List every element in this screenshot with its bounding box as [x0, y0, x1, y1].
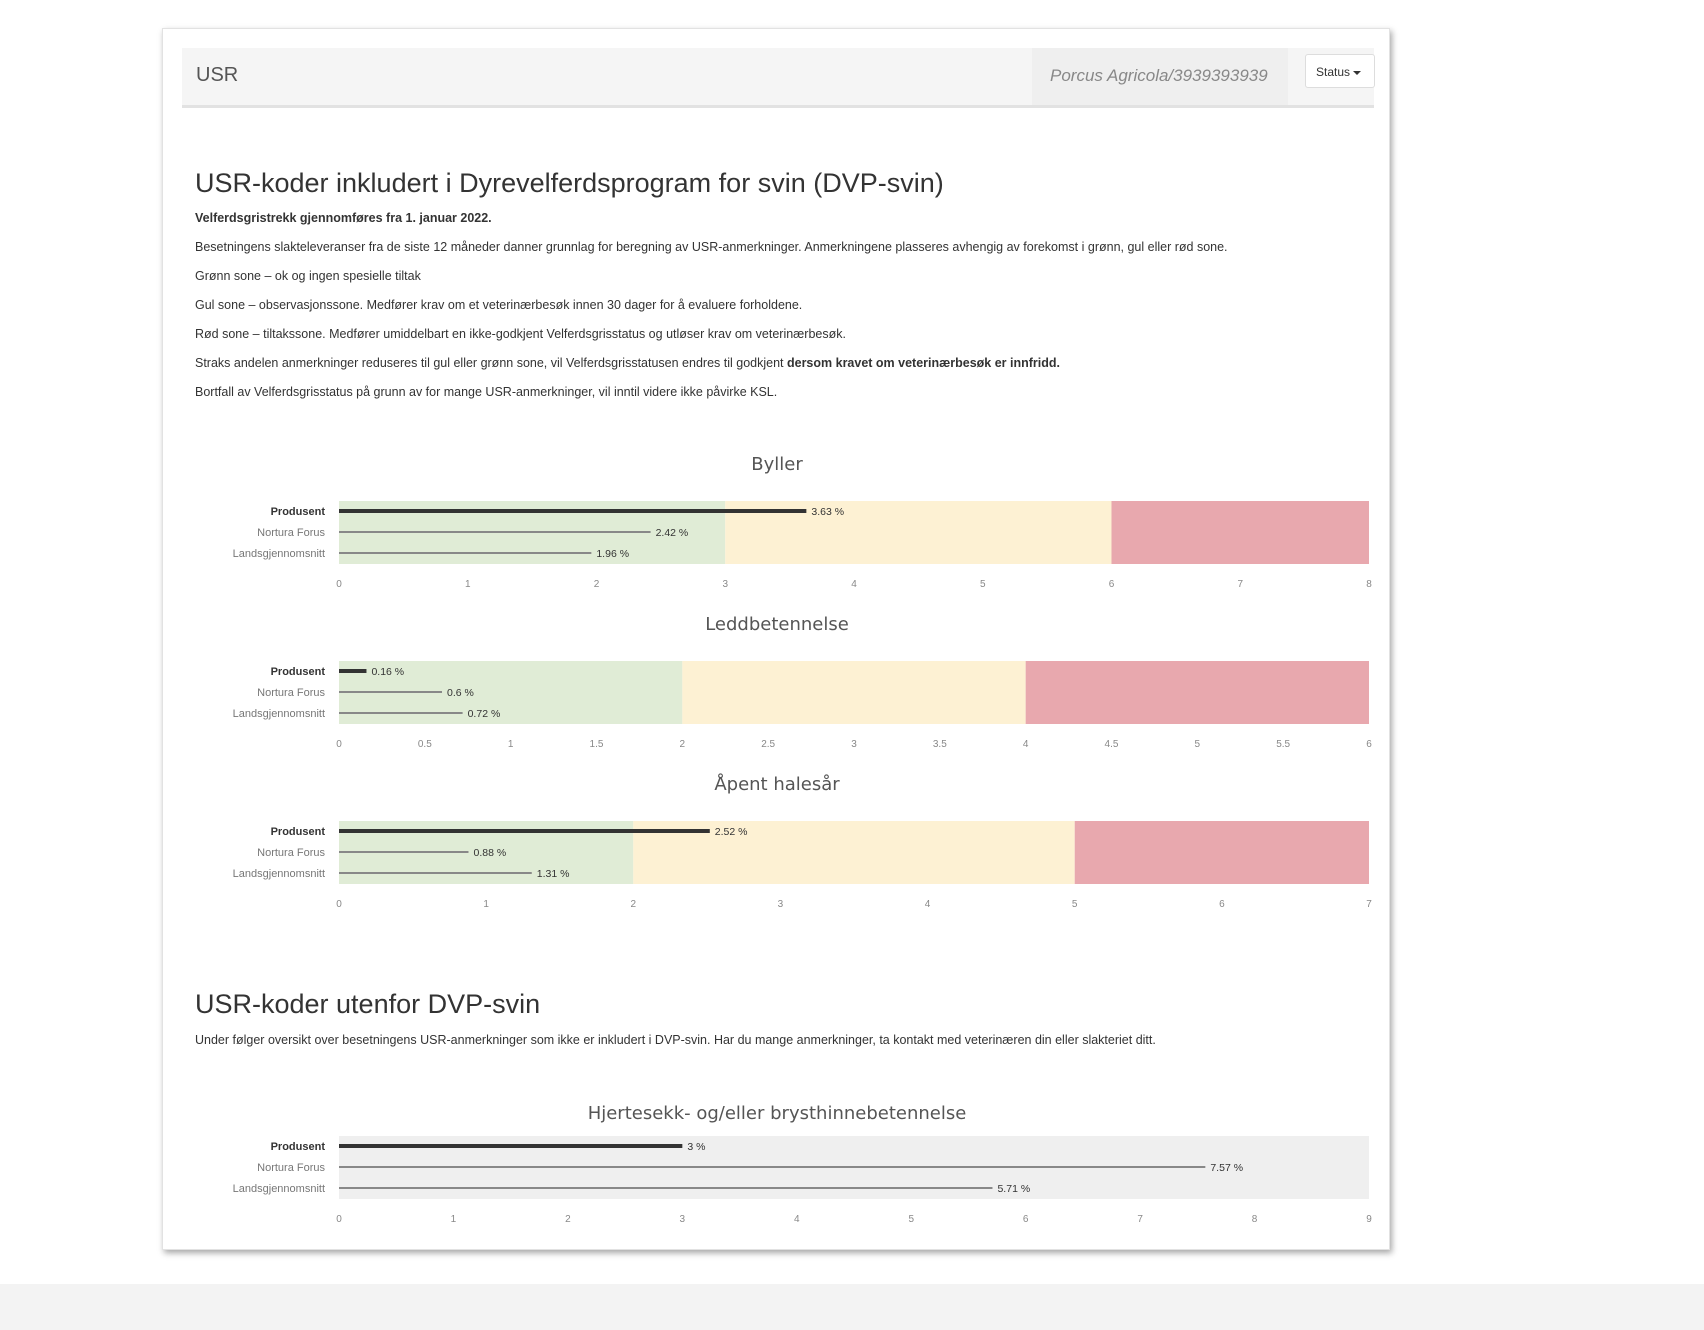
caret-down-icon [1353, 71, 1361, 75]
value-label-produsent: 3.63 % [811, 506, 845, 518]
category-label-nortura-forus: Nortura Forus [257, 1162, 325, 1174]
value-label-produsent: 0.16 % [371, 666, 405, 678]
category-label-produsent: Produsent [270, 666, 325, 678]
bar-produsent[interactable] [339, 1144, 682, 1148]
x-tick-label: 3 [679, 1214, 686, 1225]
x-tick-label: 5 [908, 1214, 915, 1225]
x-tick-label: 3.5 [932, 739, 947, 750]
x-tick-label: 3 [722, 579, 729, 590]
x-tick-label: 7 [1137, 1214, 1143, 1225]
bar-landsgjennomsnitt[interactable] [339, 1187, 992, 1189]
x-tick-label: 1 [464, 579, 471, 590]
value-label-landsgjennomsnitt: 1.96 % [596, 548, 630, 560]
x-tick-label: 6 [1108, 579, 1115, 590]
x-tick-label: 7 [1366, 899, 1372, 910]
chart-leddbetennelse [163, 661, 1391, 776]
bar-nortura-forus[interactable] [339, 1166, 1205, 1168]
bar-produsent[interactable] [339, 509, 806, 513]
x-tick-label: 0 [336, 579, 342, 590]
bar-landsgjennomsnitt[interactable] [339, 872, 532, 874]
chart-title-hjertesekk: Hjertesekk- og/eller brysthinnebetennelse [587, 1103, 967, 1124]
section1-p5 [195, 356, 1060, 370]
navbar [182, 48, 1374, 108]
x-tick-label: 9 [1366, 1214, 1372, 1225]
category-label-nortura-forus: Nortura Forus [257, 687, 325, 699]
zone-band-1 [682, 661, 1025, 724]
x-tick-label: 2.5 [761, 739, 776, 750]
bar-nortura-forus[interactable] [339, 851, 468, 853]
status-dropdown-button[interactable] [1305, 54, 1375, 88]
lead-text: Velferdsgristrekk gjennomføres fra 1. januar 2022. [195, 211, 492, 225]
value-label-landsgjennomsnitt: 1.31 % [536, 868, 570, 880]
section1-heading: USR-koder inkludert i Dyrevelferdsprogram for svin (DVP-svin) [195, 168, 944, 198]
x-tick-label: 2 [565, 1214, 571, 1225]
p5-bold: dersom kravet om veterinærbesøk er innfridd. [786, 356, 1060, 370]
x-tick-label: 4 [793, 1214, 800, 1225]
x-tick-label: 8 [1366, 579, 1372, 590]
user-info [1032, 48, 1288, 105]
x-tick-label: 1.5 [589, 739, 604, 750]
section1-p3: Gul sone – observasjonssone. Medfører krav om et veterinærbesøk innen 30 dager for å evaluere forholdene. [195, 298, 803, 312]
zone-band-2 [1112, 501, 1370, 564]
x-tick-label: 5 [1194, 739, 1201, 750]
p5-normal: Straks andelen anmerkninger reduseres til gul eller grønn sone, vil Velferdsgrisstatusen endres til godkjent [195, 356, 787, 370]
category-label-produsent: Produsent [270, 1141, 325, 1153]
section2-p1: Under følger oversikt over besetningens USR-anmerkninger som ikke er inkludert i DVP-svin. Har du mange anmerkninger, ta kontakt med veterinæren din eller slakteriet ditt. [195, 1033, 1156, 1047]
x-tick-label: 1 [507, 739, 514, 750]
bar-landsgjennomsnitt[interactable] [339, 712, 463, 714]
value-label-produsent: 2.52 % [714, 826, 748, 838]
section1-p2: Grønn sone – ok og ingen spesielle tiltak [195, 269, 421, 283]
x-tick-label: 8 [1251, 1214, 1258, 1225]
navbar-brand[interactable]: USR [196, 64, 239, 86]
section1-p1: Besetningens slakteleveranser fra de siste 12 måneder danner grunnlag for beregning av USR-anmerkninger. Anmerkningene plasseres avhengig av forekomst i grønn, gul eller rød sone. [195, 240, 1228, 254]
value-label-landsgjennomsnitt: 5.71 % [997, 1183, 1031, 1195]
page-bottom-strip [0, 1284, 1704, 1330]
user-name: Porcus Agricola/3939393939 [1050, 66, 1268, 85]
x-tick-label: 1 [483, 899, 489, 910]
zone-band-2 [1075, 821, 1369, 884]
section1-p6: Bortfall av Velferdsgrisstatus på grunn av for mange USR-anmerkninger, vil inntil videre ikke påvirke KSL. [195, 385, 778, 399]
category-label-landsgjennomsnitt: Landsgjennomsnitt [232, 1183, 325, 1195]
x-tick-label: 0 [336, 899, 342, 910]
usr-card [162, 28, 1390, 1250]
category-label-landsgjennomsnitt: Landsgjennomsnitt [232, 708, 325, 720]
bar-produsent[interactable] [339, 829, 710, 833]
chart-title-byller: Byller [751, 454, 803, 475]
x-tick-label: 0.5 [417, 739, 432, 750]
x-tick-label: 4 [1022, 739, 1029, 750]
value-label-nortura-forus: 0.6 % [447, 687, 474, 699]
section1-p4: Rød sone – tiltakssone. Medfører umiddelbart en ikke-godkjent Velferdsgrisstatus og utløser krav om veterinærbesøk. [195, 327, 846, 341]
x-tick-label: 5 [979, 579, 986, 590]
x-tick-label: 5 [1071, 899, 1078, 910]
section2-heading: USR-koder utenfor DVP-svin [195, 989, 541, 1019]
value-label-produsent: 3 % [687, 1141, 706, 1153]
bar-landsgjennomsnitt[interactable] [339, 552, 591, 554]
x-tick-label: 3 [851, 739, 857, 750]
value-label-nortura-forus: 0.88 % [473, 847, 507, 859]
chart-apent-halesar [163, 821, 1391, 936]
x-tick-label: 7 [1237, 579, 1244, 590]
x-tick-label: 6 [1022, 1214, 1029, 1225]
value-label-landsgjennomsnitt: 0.72 % [467, 708, 501, 720]
x-tick-label: 6 [1219, 899, 1225, 910]
category-label-landsgjennomsnitt: Landsgjennomsnitt [232, 868, 325, 880]
bar-nortura-forus[interactable] [339, 531, 651, 533]
chart-title-apent-halesar: Åpent halesår [714, 774, 840, 795]
category-label-nortura-forus: Nortura Forus [257, 527, 325, 539]
category-label-produsent: Produsent [270, 826, 325, 838]
x-tick-label: 2 [679, 739, 686, 750]
zone-band-2 [1026, 661, 1369, 724]
x-tick-label: 2 [630, 899, 637, 910]
x-tick-label: 0 [336, 739, 342, 750]
bar-produsent[interactable] [339, 669, 366, 673]
x-tick-label: 4.5 [1104, 739, 1119, 750]
x-tick-label: 4 [924, 899, 931, 910]
x-tick-label: 4 [851, 579, 857, 590]
section1-lead [195, 211, 492, 225]
chart-byller [163, 501, 1391, 616]
value-label-nortura-forus: 2.42 % [655, 527, 689, 539]
chart-hjertesekk [163, 1136, 1391, 1251]
x-tick-label: 3 [777, 899, 784, 910]
x-tick-label: 1 [450, 1214, 457, 1225]
category-label-produsent: Produsent [270, 506, 325, 518]
category-label-landsgjennomsnitt: Landsgjennomsnitt [232, 548, 325, 560]
chart-title-leddbetennelse: Leddbetennelse [705, 614, 849, 635]
category-label-nortura-forus: Nortura Forus [257, 847, 325, 859]
x-tick-label: 0 [336, 1214, 342, 1225]
x-tick-label: 2 [593, 579, 600, 590]
bar-nortura-forus[interactable] [339, 691, 442, 693]
value-label-nortura-forus: 7.57 % [1210, 1162, 1244, 1174]
x-tick-label: 6 [1366, 739, 1372, 750]
status-label: Status [1316, 65, 1351, 79]
x-tick-label: 5.5 [1276, 739, 1291, 750]
